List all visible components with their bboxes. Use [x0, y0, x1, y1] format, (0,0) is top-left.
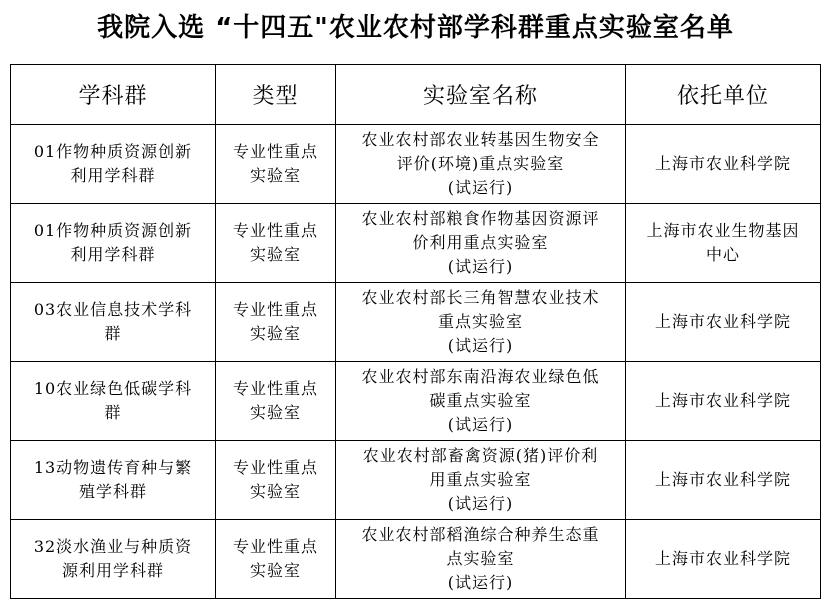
cell-lab-name-line: 农业农村部畜禽资源(猪)评价利	[362, 446, 599, 465]
cell-discipline-group	[11, 441, 216, 520]
cell-host-institution	[626, 283, 821, 362]
cell-host-institution-line: 中心	[705, 245, 740, 264]
cell-host-institution-line: 上海市农业科学院	[654, 154, 791, 173]
cell-lab-name	[336, 204, 626, 283]
cell-discipline-group-line: 群	[104, 403, 122, 422]
cell-host-institution	[626, 520, 821, 599]
cell-discipline-group	[11, 204, 216, 283]
cell-host-institution	[626, 125, 821, 204]
cell-discipline-group-line: 利用学科群	[70, 245, 156, 264]
cell-lab-name-line: 农业农村部农业转基因生物安全	[361, 130, 600, 149]
cell-lab-name-line: 碳重点实验室	[429, 391, 532, 410]
cell-type-line: 专业性重点	[232, 379, 318, 398]
cell-type-line: 实验室	[249, 324, 301, 343]
cell-lab-name-line: 农业农村部长三角智慧农业技术	[361, 288, 600, 307]
header-lab-name: 实验室名称	[336, 65, 626, 125]
cell-discipline-group-line: 源利用学科群	[61, 561, 164, 580]
table-row	[11, 362, 821, 441]
table-body	[11, 125, 821, 599]
cell-lab-name-line: 评价(环境)重点实验室	[396, 154, 565, 173]
cell-discipline-group-line: 01作物种质资源创新	[33, 142, 193, 161]
lab-list-table	[10, 64, 821, 599]
cell-host-institution	[626, 441, 821, 520]
header-type: 类型	[216, 65, 336, 125]
cell-lab-name-line: 农业农村部粮食作物基因资源评	[361, 209, 600, 228]
document-title: 我院入选 “十四五"农业农村部学科群重点实验室名单	[97, 13, 734, 43]
cell-host-institution-line: 上海市农业科学院	[654, 391, 791, 410]
cell-host-institution-line: 上海市农业科学院	[654, 470, 791, 489]
cell-lab-name	[336, 283, 626, 362]
cell-type-line: 实验室	[249, 166, 301, 185]
cell-lab-name-line: 用重点实验室	[429, 470, 532, 489]
cell-type	[216, 204, 336, 283]
cell-host-institution-line: 上海市农业科学院	[654, 549, 791, 568]
cell-discipline-group	[11, 283, 216, 362]
cell-lab-name-line: (试运行)	[447, 415, 514, 434]
cell-lab-name-line: (试运行)	[447, 178, 514, 197]
cell-discipline-group	[11, 362, 216, 441]
cell-lab-name-line: (试运行)	[447, 573, 514, 592]
cell-lab-name	[336, 520, 626, 599]
cell-lab-name-line: (试运行)	[447, 336, 514, 355]
cell-discipline-group-line: 殖学科群	[78, 482, 147, 501]
header-host-institution: 依托单位	[626, 65, 821, 125]
cell-discipline-group-line: 32淡水渔业与种质资	[33, 537, 193, 556]
cell-type-line: 专业性重点	[232, 458, 318, 477]
cell-discipline-group-line: 利用学科群	[70, 166, 156, 185]
cell-lab-name	[336, 441, 626, 520]
cell-lab-name-line: 价利用重点实验室	[412, 233, 549, 252]
cell-type	[216, 441, 336, 520]
table-row	[11, 283, 821, 362]
table-row	[11, 204, 821, 283]
cell-lab-name-line: (试运行)	[447, 257, 514, 276]
cell-discipline-group-line: 10农业绿色低碳学科	[33, 379, 193, 398]
cell-discipline-group	[11, 125, 216, 204]
cell-host-institution-line: 上海市农业科学院	[654, 312, 791, 331]
cell-discipline-group-line: 13动物遗传育种与繁	[33, 458, 193, 477]
cell-type-line: 实验室	[249, 245, 301, 264]
cell-type-line: 专业性重点	[232, 221, 318, 240]
cell-type-line: 专业性重点	[232, 537, 318, 556]
cell-lab-name-line: 重点实验室	[437, 312, 523, 331]
table-row	[11, 441, 821, 520]
cell-lab-name-line: 农业农村部稻渔综合种养生态重	[361, 525, 600, 544]
cell-type	[216, 362, 336, 441]
cell-lab-name-line: 点实验室	[446, 549, 515, 568]
cell-lab-name	[336, 362, 626, 441]
table-header-row	[11, 65, 821, 125]
table-row	[11, 520, 821, 599]
cell-type-line: 实验室	[249, 482, 301, 501]
cell-discipline-group-line: 03农业信息技术学科	[33, 300, 193, 319]
cell-lab-name-line: 农业农村部东南沿海农业绿色低	[361, 367, 600, 386]
cell-type	[216, 283, 336, 362]
cell-type-line: 实验室	[249, 561, 301, 580]
cell-type-line: 专业性重点	[232, 142, 318, 161]
cell-host-institution	[626, 204, 821, 283]
cell-type	[216, 125, 336, 204]
table-row	[11, 125, 821, 204]
cell-host-institution-line: 上海市农业生物基因	[646, 221, 800, 240]
cell-discipline-group-line: 群	[104, 324, 122, 343]
cell-host-institution	[626, 362, 821, 441]
cell-discipline-group-line: 01作物种质资源创新	[33, 221, 193, 240]
cell-type-line: 专业性重点	[232, 300, 318, 319]
cell-discipline-group	[11, 520, 216, 599]
cell-lab-name	[336, 125, 626, 204]
cell-type	[216, 520, 336, 599]
cell-lab-name-line: (试运行)	[447, 494, 514, 513]
cell-type-line: 实验室	[249, 403, 301, 422]
header-discipline-group: 学科群	[11, 65, 216, 125]
